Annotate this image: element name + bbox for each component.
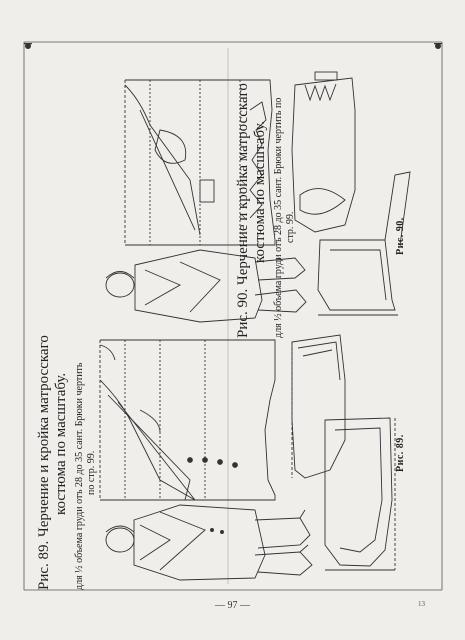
fig90-caption [235, 83, 297, 338]
fig89-title-line2: костюма по масштабу. [53, 372, 69, 515]
printer-signature: 13 [418, 600, 425, 608]
fig89-sailor-boy-illustration [106, 505, 312, 580]
fig90-sleeve-pattern [292, 72, 355, 232]
fig90-note-line1: для ½ объема груди отъ 28 до 35 сант. Брюки чертить по [273, 97, 284, 338]
fig89-bodice-pattern [100, 340, 275, 500]
fleur-ornament-icon [24, 43, 442, 49]
fig89-caption [36, 335, 98, 590]
fig89-note-line2: по стр. 99. [86, 450, 97, 495]
fig89-sleeve-pattern [292, 335, 345, 478]
fig89-note-line1: для ½ объема груди отъ 28 до 35 сант. Брюки чертить [74, 362, 85, 590]
fig90-note-line2: стр. 99. [285, 211, 296, 243]
fig89-collar-pattern [325, 418, 395, 570]
fig90-title-line2: костюма по масштабу. [252, 120, 268, 263]
page-number: — 97 — [215, 600, 250, 611]
fig90-label: Рис. 90. [395, 217, 406, 255]
fig90-title-line1: Рис. 90. Черчение и кройка матросскаго [235, 83, 251, 338]
fig89-title-line1: Рис. 89. Черчение и кройка матросскаго [36, 335, 52, 590]
fig89-label: Рис. 89. [395, 434, 406, 472]
